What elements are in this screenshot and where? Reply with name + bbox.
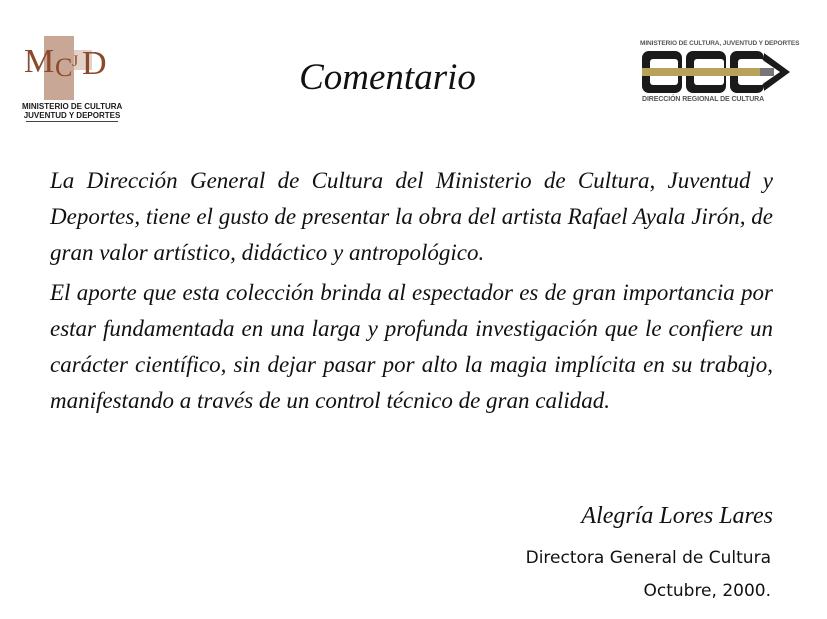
comment-body (50, 163, 773, 423)
drc-logo (640, 40, 800, 108)
mcjd-logo-rule (26, 121, 118, 122)
svg-text:M: M (24, 43, 55, 80)
svg-text:C: C (55, 53, 73, 82)
signature-name: Alegría Lores Lares (581, 503, 773, 529)
drc-emblem-icon (640, 49, 792, 95)
mcjd-logo-line2: JUVENTUD Y DEPORTES (23, 111, 121, 120)
mcjd-logo-line1: MINISTERIO DE CULTURA (22, 102, 123, 111)
svg-text:D: D (82, 45, 107, 82)
signature-role: Directora General de Cultura (525, 548, 771, 568)
drc-logo-bottom-text: DIRECCIÓN REGIONAL DE CULTURA (642, 96, 765, 103)
drc-logo-top-text: MINISTERIO DE CULTURA, JUVENTUD Y DEPORTES (640, 40, 800, 47)
svg-text:J: J (72, 53, 79, 70)
signature-date: Octubre, 2000. (643, 581, 771, 601)
paragraph-1: La Dirección General de Cultura del Ministerio de Cultura, Juventud y Deportes, tiene el gusto de presentar la obra del artista Rafael Ayala Jirón, de gran valor artístico, didáctico y antropológico. (50, 168, 773, 265)
page-title: Comentario (299, 57, 476, 98)
paragraph-2: El aporte que esta colección brinda al espectador es de gran importancia por estar fundamentada en una larga y profunda investigación que le confiere un carácter científico, sin dejar pasar por alto la magia implícita en su trabajo, manifestando a través de un control técnico de gran calidad. (50, 280, 773, 413)
